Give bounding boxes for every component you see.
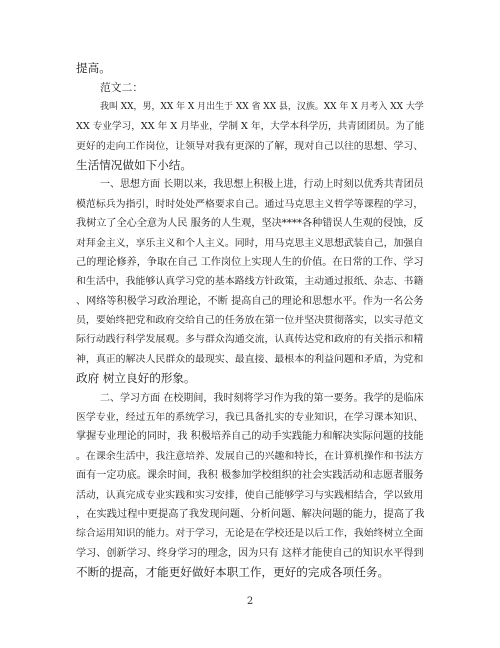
text-line: 际行动践行科学发展观。多与群众沟通交流，认真传达党和政府的有关指示和精 xyxy=(76,334,424,346)
text-line: 医学专业，经过五年的系统学习，我已具备扎实的专业知识，在学习课本知识、 xyxy=(76,412,424,424)
text-line: 和生活中，我能够认真学习党的基本路线方针政策，主动通过报纸、杂志、书籍 xyxy=(76,276,424,288)
text-line: 更好的走向工作岗位，让领导对我有更深的了解，现对自己以往的思想、学习、 xyxy=(76,140,424,152)
text-line: ，在实践过程中更提高了我发现问题、分析问题、解决问题的能力，提高了我 xyxy=(76,507,425,520)
text-line: 模范标兵为指引，时时处处严格要求自己。通过马克思主义哲学等课程的学习， xyxy=(76,198,424,210)
text-line: 二、学习方面 在校期间，我时刻将学习作为我的第一要务。我学的是临床 xyxy=(100,392,424,404)
text-line: 活动，认真完成专业实践和实习安排，使自己能够学习与实践相结合，学以致用 xyxy=(76,489,424,501)
text-line: 生活情况做如下小结。 xyxy=(76,157,192,172)
text-line: 学习、创新学习、终身学习的理念，因为只有 这样才能使自己的知识水平得到 xyxy=(76,547,424,559)
text-line: 面有一定功底。课余时间，我积 极参加学校组织的社会实践活动和志愿者服务 xyxy=(76,470,424,482)
text-line: 政府 树立良好的形象。 xyxy=(76,371,196,386)
text-line: 范文二： xyxy=(100,81,144,95)
text-line: 神，真正的解决人民群众的最现实、最直接、最根本的利益问题和矛盾，为党和 xyxy=(76,353,424,365)
text-line: 我叫 XX，男，XX 年 X 月出生于 XX 省 XX 县，汉族。XX 年 X 月考入 XX 大学 xyxy=(100,101,424,112)
text-line: 提高。 xyxy=(76,61,111,75)
text-line: XX 专业学习，XX 年 X 月毕业，学制 X 年，大学本科学历，共青团团员。为了能 xyxy=(76,121,425,133)
text-line: 我树立了全心全意为人民 服务的人生观，坚决****各种错误人生观的侵蚀，反 xyxy=(76,218,424,230)
body-text xyxy=(76,59,424,583)
text-line: 、网络等积极学习政治理论，不断 提高自己的理论和思想水平。作为一名公务 xyxy=(76,295,424,307)
page-number: 2 xyxy=(246,596,254,607)
text-line: 不断的提高，才能更好做好本职工作，更好的完成各项任务。 xyxy=(76,565,390,580)
text-line: 己的理论修养，争取在自己 工作岗位上实现人生的价值。在日常的工作、学习 xyxy=(76,256,424,268)
text-line: 员，要始终把党和政府交给自己的任务放在第一位并坚决贯彻落实，以实寻范文 xyxy=(76,315,424,327)
text-line: 对拜金主义，享乐主义和个人主义。同时，用马克思主义思想武装自己，加强自 xyxy=(76,237,424,249)
text-line: 。在课余生活中，我注意培养、发展自己的兴趣和特长，在计算机操作和书法方 xyxy=(76,450,424,462)
text-line: 掌握专业理论的同时，我 积极培养自己的动手实践能力和解决实际问题的技能 xyxy=(76,431,424,443)
text-line: 一、思想方面 长期以来，我思想上积极上进，行动上时刻以优秀共青团员 xyxy=(100,179,424,191)
text-line: 综合运用知识的能力。对于学习，无论是在学校还是以后工作，我始终树立全面 xyxy=(76,528,424,540)
